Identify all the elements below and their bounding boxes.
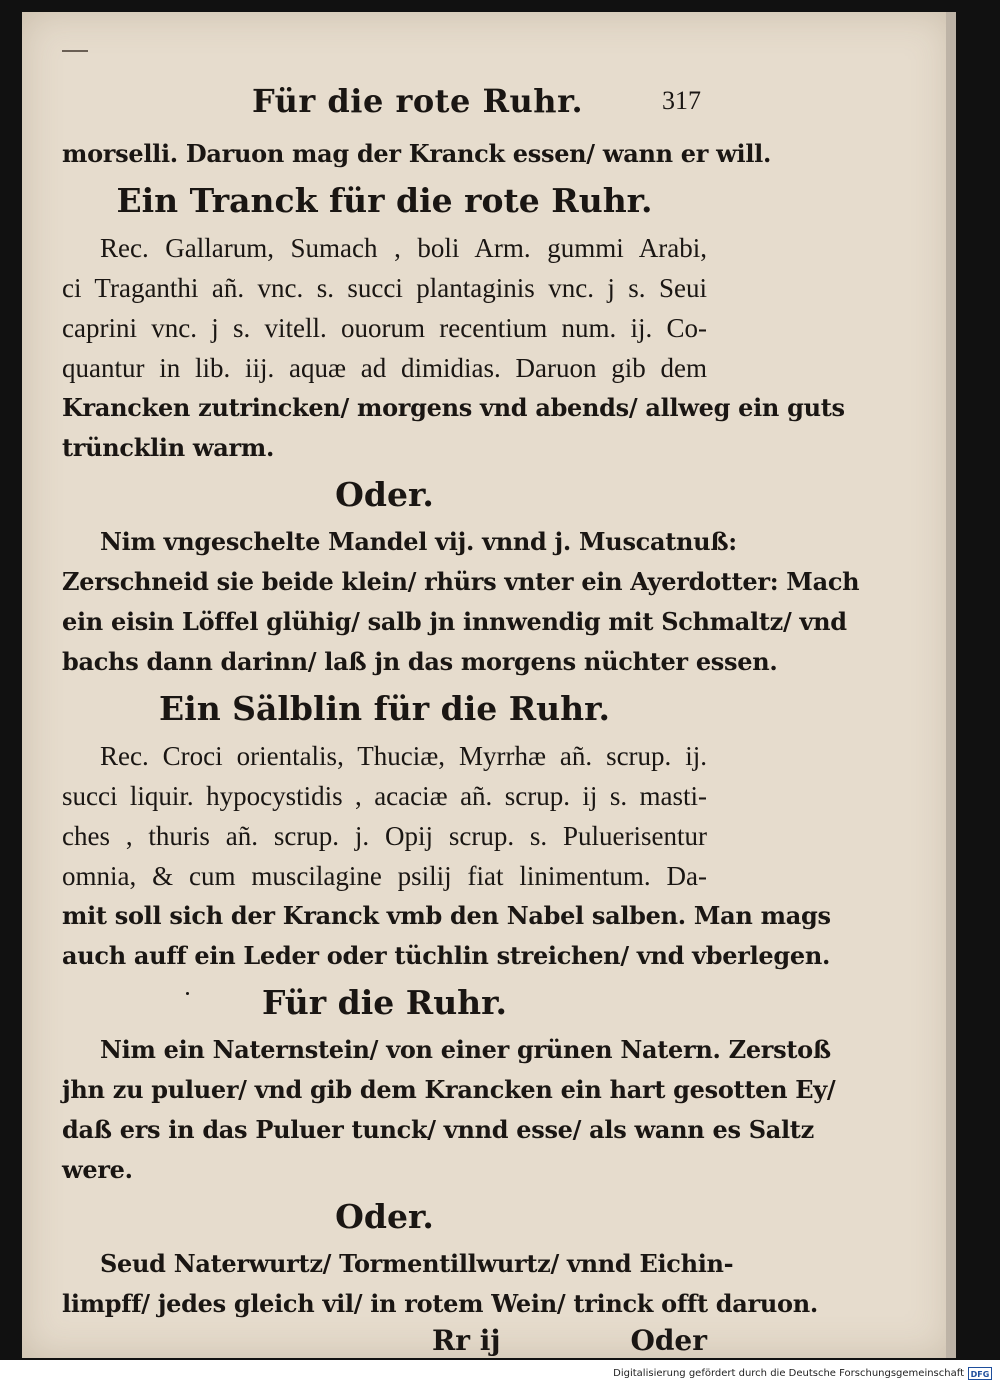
page-edge [946,12,956,1358]
text-line: Krancken zutrincken/ morgens vnd abends/ allweg ein guts [62,393,845,422]
section-heading: Für die Ruhr. [261,983,508,1022]
text-line: succi liquir. hypocystidis , acaciæ añ. scrup. ij s. masti- [62,781,707,811]
text-line: Nim ein Naternstein/ von einer grünen Natern. Zerstoß [100,1035,831,1064]
ink-speck [186,992,189,995]
section-heading: Ein Sälblin für die Ruhr. [159,689,610,728]
margin-mark [62,50,88,52]
text-line: ci Traganthi añ. vnc. s. succi plantaginis vnc. j s. Seui [62,273,707,303]
page-text [62,82,860,1368]
text-line: Rec. Gallarum, Sumach , boli Arm. gummi Arabi, [100,233,707,263]
text-line: mit soll sich der Kranck vmb den Nabel salben. Man mags [62,901,831,930]
catchword: Oder [630,1324,707,1357]
text-line: bachs dann darinn/ laß jn das morgens nüchter essen. [62,647,778,676]
text-line: Zerschneid sie beide klein/ rhürs vnter ein Ayerdotter: Mach [62,567,860,596]
signature-mark: Rr ij [432,1324,501,1357]
text-line: auch auff ein Leder oder tüchlin streichen/ vnd vberlegen. [62,941,831,970]
text-line: Nim vngeschelte Mandel vij. vnnd j. Muscatnuß: [100,527,737,556]
text-line: jhn zu puluer/ vnd gib dem Krancken ein hart gesotten Ey/ [62,1075,836,1104]
text-line: caprini vnc. j s. vitell. ouorum recentium num. ij. Co- [62,313,707,343]
text-line: trüncklin warm. [62,433,275,462]
running-head [62,82,707,134]
running-title: Für die rote Ruhr. [252,82,584,120]
section-heading: Ein Tranck für die rote Ruhr. [116,181,653,220]
text-line: were. [62,1155,133,1184]
text-line: morselli. Daruon mag der Kranck essen/ wann er will. [62,139,772,168]
text-line: ein eisin Löffel glühig/ salb jn innwendig mit Schmaltz/ vnd [62,607,847,636]
text-line: quantur in lib. iij. aquæ ad dimidias. Daruon gib dem [62,353,707,383]
section-heading: Oder. [335,1197,434,1236]
text-line: Seud Naterwurtz/ Tormentillwurtz/ vnnd Eichin- [100,1249,734,1278]
text-body [62,134,860,1324]
text-line: ches , thuris añ. scrup. j. Opij scrup. s. Puluerisentur [62,821,707,851]
page-number: 317 [662,86,701,115]
text-line: omnia, & cum muscilagine psilij fiat linimentum. Da- [62,861,707,891]
text-line: Rec. Croci orientalis, Thuciæ, Myrrhæ añ. scrup. ij. [100,741,707,771]
text-line: daß ers in das Puluer tunck/ vnnd esse/ als wann es Saltz [62,1115,814,1144]
dfg-logo: DFG [968,1367,992,1380]
section-heading: Oder. [335,475,434,514]
footer-credit: Digitalisierung gefördert durch die Deutsche Forschungsgemeinschaft [613,1368,964,1379]
footer-bar [0,1360,1000,1387]
text-line: limpff/ jedes gleich vil/ in rotem Wein/ trinck offt daruon. [62,1289,818,1318]
